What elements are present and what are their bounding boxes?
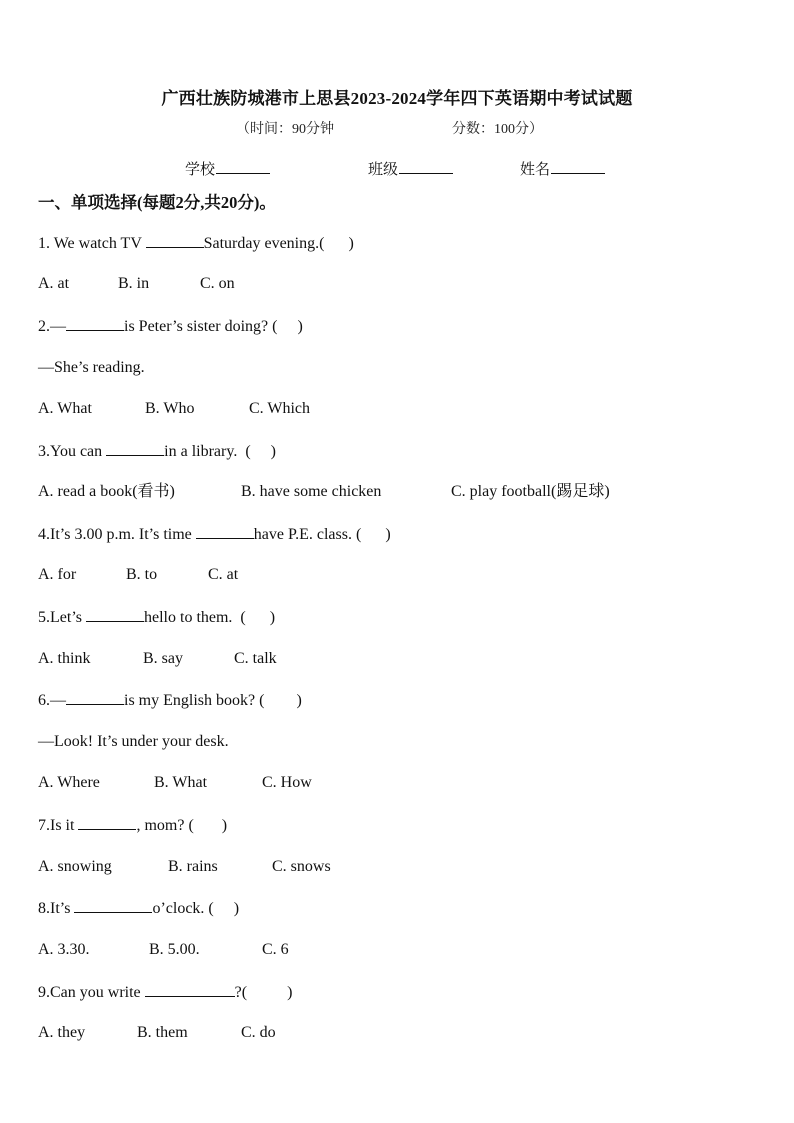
question-text: , mom? ( ) (136, 817, 228, 834)
school-label: 学校 (185, 162, 216, 178)
reply-2: —She’s reading. (38, 359, 145, 376)
answer-blank[interactable] (145, 982, 235, 997)
option-a[interactable]: A. 3.30. (38, 941, 90, 958)
option-b[interactable]: B. to (126, 566, 158, 583)
option-a[interactable]: A. What (38, 400, 92, 417)
question-2 (38, 316, 303, 337)
answer-blank[interactable] (196, 524, 254, 539)
question-text: 2.— (38, 318, 66, 335)
question-text: 7.Is it (38, 817, 79, 834)
option-b[interactable]: B. in (118, 275, 150, 292)
answer-blank[interactable] (86, 607, 144, 622)
question-text: 9.Can you write (38, 984, 145, 1001)
question-6 (38, 690, 302, 711)
question-text: in a library. ( ) (164, 443, 276, 460)
question-text: 1. We watch TV (38, 235, 146, 252)
name-blank[interactable] (551, 159, 605, 174)
question-text: have P.E. class. ( ) (253, 526, 391, 543)
question-text: ?( ) (234, 984, 293, 1001)
question-text: 3.You can (38, 443, 107, 460)
options-7 (38, 857, 331, 877)
options-5 (38, 649, 277, 669)
question-1 (38, 233, 354, 254)
question-text: is Peter’s sister doing? ( ) (124, 318, 303, 335)
answer-blank[interactable] (146, 233, 204, 248)
option-c[interactable]: C. snows (272, 858, 331, 875)
question-text: is my English book? ( ) (124, 692, 302, 709)
option-c[interactable]: C. talk (234, 650, 277, 667)
option-a[interactable]: A. they (38, 1024, 86, 1041)
option-c[interactable]: C. 6 (262, 941, 289, 958)
option-a[interactable]: A. at (38, 275, 70, 292)
answer-blank[interactable] (78, 815, 136, 830)
option-a[interactable]: A. think (38, 650, 91, 667)
option-b[interactable]: B. say (143, 650, 183, 667)
option-c[interactable]: C. Which (249, 400, 311, 417)
question-9 (38, 982, 292, 1003)
option-b[interactable]: B. 5.00. (149, 941, 200, 958)
option-c[interactable]: C. How (262, 774, 312, 791)
answer-blank[interactable] (74, 898, 152, 913)
option-b[interactable]: B. them (137, 1024, 188, 1041)
name-label: 姓名 (520, 162, 551, 178)
question-7 (38, 815, 227, 836)
school-field (185, 158, 270, 179)
option-c[interactable]: C. at (208, 566, 239, 583)
question-text: o’clock. ( ) (152, 900, 240, 917)
question-5 (38, 607, 275, 628)
class-blank[interactable] (399, 159, 453, 174)
option-a[interactable]: A. for (38, 566, 77, 583)
time-limit: （时间：90分钟 (236, 122, 334, 137)
name-field (520, 158, 605, 179)
options-8 (38, 940, 289, 960)
answer-blank[interactable] (106, 441, 164, 456)
question-3 (38, 441, 276, 462)
options-4 (38, 565, 238, 585)
question-4 (38, 524, 391, 545)
options-3 (38, 482, 610, 502)
exam-title: 广西壮族防城港市上思县2023-2024学年四下英语期中考试试题 (161, 89, 633, 108)
option-a[interactable]: A. Where (38, 774, 100, 791)
question-text: Saturday evening.( ) (203, 235, 354, 252)
option-b[interactable]: B. What (154, 774, 208, 791)
school-blank[interactable] (216, 159, 270, 174)
options-6 (38, 773, 312, 793)
option-c[interactable]: C. on (200, 275, 235, 292)
options-9 (38, 1023, 276, 1043)
class-label: 班级 (368, 162, 399, 178)
options-2 (38, 399, 310, 419)
option-b[interactable]: B. rains (168, 858, 218, 875)
reply-6: —Look! It’s under your desk. (38, 733, 229, 750)
question-text: hello to them. ( ) (144, 609, 276, 626)
option-c[interactable]: C. do (241, 1024, 276, 1041)
question-text: 8.It’s (38, 900, 75, 917)
answer-blank[interactable] (66, 316, 124, 331)
class-field (368, 158, 453, 179)
question-8 (38, 898, 239, 919)
option-b[interactable]: B. Who (145, 400, 195, 417)
option-b[interactable]: B. have some chicken (241, 483, 382, 500)
question-text: 6.— (38, 692, 66, 709)
answer-blank[interactable] (66, 690, 124, 705)
section-heading: 一、单项选择(每题2分,共20分)。 (38, 193, 276, 212)
option-a[interactable]: A. snowing (38, 858, 112, 875)
option-a[interactable]: A. read a book(看书) (38, 483, 175, 500)
options-1 (38, 274, 235, 294)
question-text: 5.Let’s (38, 609, 86, 626)
option-c[interactable]: C. play football(踢足球) (451, 483, 610, 500)
total-score: 分数：100分） (452, 122, 543, 137)
question-text: 4.It’s 3.00 p.m. It’s time (38, 526, 196, 543)
